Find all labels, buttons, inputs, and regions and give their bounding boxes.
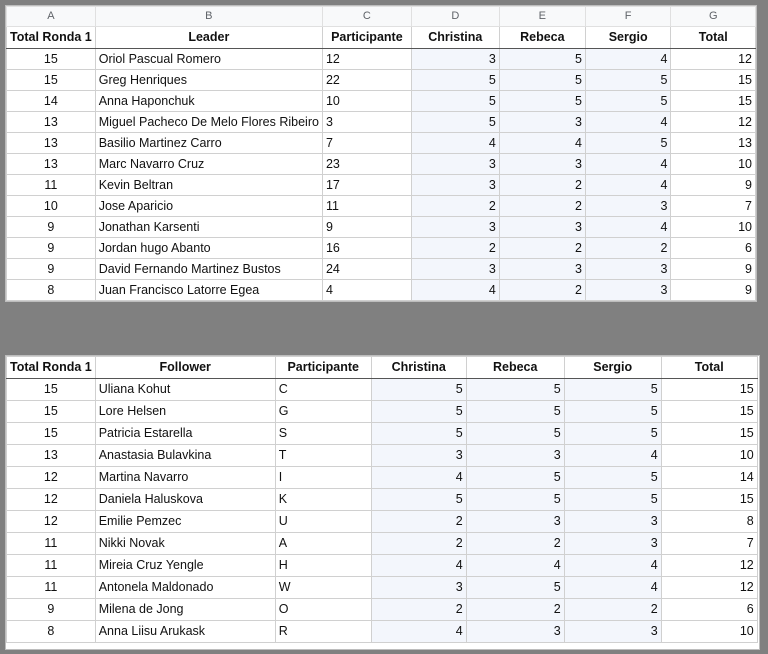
table-cell[interactable]: 10 — [322, 91, 411, 112]
table-cell[interactable]: Basilio Martinez Carro — [95, 133, 322, 154]
table-cell[interactable]: 4 — [585, 49, 671, 70]
table-cell[interactable]: 5 — [466, 379, 564, 401]
table-row — [7, 489, 758, 511]
table-cell[interactable]: G — [275, 401, 371, 423]
table-cell[interactable]: 11 — [7, 533, 96, 555]
table-row — [7, 599, 758, 621]
table-row — [7, 621, 758, 643]
table-cell[interactable]: Kevin Beltran — [95, 175, 322, 196]
table-cell[interactable]: 3 — [499, 217, 585, 238]
table-cell[interactable]: 13 — [7, 154, 96, 175]
table-cell[interactable]: I — [275, 467, 371, 489]
table-cell[interactable]: 2 — [371, 533, 466, 555]
table-cell[interactable]: 22 — [322, 70, 411, 91]
table-row — [7, 175, 756, 196]
table-cell[interactable]: 2 — [499, 196, 585, 217]
table-cell[interactable]: 15 — [7, 401, 96, 423]
table-cell[interactable]: 2 — [499, 238, 585, 259]
table-row — [7, 196, 756, 217]
table-cell[interactable]: 5 — [371, 489, 466, 511]
table-row — [7, 511, 758, 533]
column-header: Total Ronda 1 — [7, 27, 96, 49]
table-cell[interactable]: 2 — [499, 175, 585, 196]
table-cell[interactable]: 3 — [411, 175, 499, 196]
table-cell[interactable]: Lore Helsen — [95, 401, 275, 423]
table-cell[interactable]: David Fernando Martinez Bustos — [95, 259, 322, 280]
column-letter-header[interactable]: E — [499, 7, 585, 27]
table-cell[interactable]: 2 — [585, 238, 671, 259]
table-cell[interactable]: H — [275, 555, 371, 577]
table-cell[interactable]: 2 — [466, 533, 564, 555]
follower-table — [6, 356, 758, 643]
table-row — [7, 238, 756, 259]
column-letter-header[interactable]: D — [411, 7, 499, 27]
table-cell[interactable]: 5 — [371, 423, 466, 445]
column-header: Rebeca — [466, 357, 564, 379]
column-header: Follower — [95, 357, 275, 379]
table-cell[interactable]: 5 — [411, 70, 499, 91]
table-row — [7, 467, 758, 489]
table-row — [7, 423, 758, 445]
table-cell[interactable]: 2 — [371, 511, 466, 533]
table-cell[interactable]: Patricia Estarella — [95, 423, 275, 445]
table-cell[interactable]: 3 — [564, 621, 661, 643]
table-cell[interactable]: 3 — [371, 577, 466, 599]
table-cell[interactable]: 3 — [371, 445, 466, 467]
table-cell[interactable]: 3 — [466, 445, 564, 467]
table-cell[interactable]: 12 — [7, 467, 96, 489]
table-cell[interactable]: 15 — [661, 489, 757, 511]
table-row — [7, 154, 756, 175]
table-cell[interactable]: Juan Francisco Latorre Egea — [95, 280, 322, 301]
table-cell[interactable]: 3 — [499, 154, 585, 175]
table-cell[interactable]: 10 — [7, 196, 96, 217]
table-cell[interactable]: 4 — [411, 280, 499, 301]
table-cell[interactable]: 5 — [411, 91, 499, 112]
table-cell[interactable]: 12 — [661, 577, 757, 599]
table-row — [7, 91, 756, 112]
follower-sheet — [5, 355, 760, 650]
table-cell[interactable]: Oriol Pascual Romero — [95, 49, 322, 70]
table-cell[interactable]: 5 — [564, 467, 661, 489]
table-cell[interactable]: 10 — [671, 217, 756, 238]
table-cell[interactable]: 2 — [371, 599, 466, 621]
column-header: Rebeca — [499, 27, 585, 49]
column-header: Total — [661, 357, 757, 379]
table-cell[interactable]: 3 — [411, 154, 499, 175]
table-cell[interactable]: 12 — [7, 489, 96, 511]
table-cell[interactable]: Martina Navarro — [95, 467, 275, 489]
table-cell[interactable]: 4 — [585, 175, 671, 196]
table-cell[interactable]: 13 — [7, 445, 96, 467]
table-cell[interactable]: Marc Navarro Cruz — [95, 154, 322, 175]
table-cell[interactable]: 7 — [671, 196, 756, 217]
table-cell[interactable]: 7 — [322, 133, 411, 154]
table-cell[interactable]: Jose Aparicio — [95, 196, 322, 217]
leader-table — [6, 6, 756, 301]
table-cell[interactable]: 12 — [322, 49, 411, 70]
table-cell[interactable]: 5 — [499, 91, 585, 112]
table-cell[interactable]: 13 — [7, 112, 96, 133]
table-cell[interactable]: 9 — [671, 280, 756, 301]
column-letter-header[interactable]: C — [322, 7, 411, 27]
table-cell[interactable]: 4 — [585, 112, 671, 133]
table-cell[interactable]: 4 — [585, 154, 671, 175]
column-header: Christina — [371, 357, 466, 379]
table-cell[interactable]: 5 — [564, 489, 661, 511]
table-cell[interactable]: 15 — [7, 423, 96, 445]
table-cell[interactable]: O — [275, 599, 371, 621]
table-cell[interactable]: 12 — [661, 555, 757, 577]
table-cell[interactable]: Anna Haponchuk — [95, 91, 322, 112]
table-cell[interactable]: 5 — [564, 379, 661, 401]
table-cell[interactable]: 3 — [499, 259, 585, 280]
table-cell[interactable]: 5 — [585, 91, 671, 112]
table-cell[interactable]: U — [275, 511, 371, 533]
column-letter-header[interactable]: G — [671, 7, 756, 27]
table-cell[interactable]: 15 — [7, 49, 96, 70]
table-cell[interactable]: 9 — [671, 175, 756, 196]
table-cell[interactable]: 5 — [564, 423, 661, 445]
column-letter-header[interactable]: A — [7, 7, 96, 27]
table-cell[interactable]: 9 — [322, 217, 411, 238]
table-cell[interactable]: 13 — [7, 133, 96, 154]
table-cell[interactable]: 3 — [411, 49, 499, 70]
table-cell[interactable]: 5 — [499, 70, 585, 91]
table-cell[interactable]: 4 — [466, 555, 564, 577]
table-cell[interactable]: 8 — [661, 511, 757, 533]
table-cell[interactable]: 12 — [671, 49, 756, 70]
table-cell[interactable]: 8 — [7, 280, 96, 301]
table-cell[interactable]: 14 — [661, 467, 757, 489]
table-row — [7, 217, 756, 238]
table-cell[interactable]: 4 — [585, 217, 671, 238]
table-cell[interactable]: 3 — [466, 621, 564, 643]
table-cell[interactable]: 3 — [564, 511, 661, 533]
table-cell[interactable]: R — [275, 621, 371, 643]
table-row — [7, 70, 756, 91]
table-cell[interactable]: 11 — [7, 555, 96, 577]
table-cell[interactable]: 16 — [322, 238, 411, 259]
table-cell[interactable]: 4 — [371, 621, 466, 643]
table-row — [7, 280, 756, 301]
table-cell[interactable]: 3 — [322, 112, 411, 133]
table-cell[interactable]: 15 — [671, 91, 756, 112]
table-cell[interactable]: Anastasia Bulavkina — [95, 445, 275, 467]
column-header: Total Ronda 1 — [7, 357, 96, 379]
table-row — [7, 133, 756, 154]
table-cell[interactable]: 4 — [564, 577, 661, 599]
table-cell[interactable]: 12 — [7, 511, 96, 533]
table-cell[interactable]: 5 — [466, 489, 564, 511]
table-cell[interactable]: 5 — [585, 70, 671, 91]
table-cell[interactable]: 4 — [322, 280, 411, 301]
table-cell[interactable]: Jordan hugo Abanto — [95, 238, 322, 259]
table-cell[interactable]: 5 — [411, 112, 499, 133]
table-cell[interactable]: 7 — [661, 533, 757, 555]
table-cell[interactable]: 11 — [322, 196, 411, 217]
table-cell[interactable]: 2 — [411, 238, 499, 259]
table-cell[interactable]: 8 — [7, 621, 96, 643]
table-cell[interactable]: 3 — [585, 280, 671, 301]
table-cell[interactable]: K — [275, 489, 371, 511]
table-cell[interactable]: 12 — [671, 112, 756, 133]
table-cell[interactable]: Greg Henriques — [95, 70, 322, 91]
table-cell[interactable]: 15 — [661, 401, 757, 423]
table-cell[interactable]: 9 — [7, 217, 96, 238]
table-cell[interactable]: Milena de Jong — [95, 599, 275, 621]
table-cell[interactable]: 15 — [671, 70, 756, 91]
table-cell[interactable]: W — [275, 577, 371, 599]
table-cell[interactable]: 3 — [585, 259, 671, 280]
table-cell[interactable]: 2 — [466, 599, 564, 621]
table-row — [7, 112, 756, 133]
table-cell[interactable]: Daniela Haluskova — [95, 489, 275, 511]
table-cell[interactable]: 14 — [7, 91, 96, 112]
table-cell[interactable]: 9 — [671, 259, 756, 280]
table-cell[interactable]: 5 — [466, 401, 564, 423]
column-header: Sergio — [585, 27, 671, 49]
table-cell[interactable]: 15 — [661, 379, 757, 401]
column-header: Participante — [275, 357, 371, 379]
table-cell[interactable]: 3 — [411, 217, 499, 238]
table-cell[interactable]: 5 — [371, 401, 466, 423]
column-header: Participante — [322, 27, 411, 49]
table-cell[interactable]: 4 — [564, 445, 661, 467]
table-cell[interactable]: 10 — [661, 445, 757, 467]
table-cell[interactable]: Anna Liisu Arukask — [95, 621, 275, 643]
table-cell[interactable]: 10 — [671, 154, 756, 175]
table-cell[interactable]: 4 — [371, 555, 466, 577]
table-cell[interactable]: 13 — [671, 133, 756, 154]
table-cell[interactable]: 5 — [466, 467, 564, 489]
table-row — [7, 577, 758, 599]
table-cell[interactable]: 2 — [499, 280, 585, 301]
column-header: Total — [671, 27, 756, 49]
table-cell[interactable]: 11 — [7, 175, 96, 196]
table-cell[interactable]: 5 — [466, 577, 564, 599]
table-cell[interactable]: Nikki Novak — [95, 533, 275, 555]
leader-sheet — [5, 5, 757, 302]
table-cell[interactable]: 5 — [564, 401, 661, 423]
table-cell[interactable]: 5 — [371, 379, 466, 401]
table-cell[interactable]: 17 — [322, 175, 411, 196]
table-cell[interactable]: S — [275, 423, 371, 445]
table-row — [7, 49, 756, 70]
table-cell[interactable]: 2 — [564, 599, 661, 621]
table-cell[interactable]: 4 — [371, 467, 466, 489]
table-row — [7, 533, 758, 555]
table-cell[interactable]: 3 — [585, 196, 671, 217]
column-letter-header[interactable]: F — [585, 7, 671, 27]
table-cell[interactable]: Mireia Cruz Yengle — [95, 555, 275, 577]
table-row — [7, 379, 758, 401]
column-header: Leader — [95, 27, 322, 49]
table-cell[interactable]: 6 — [661, 599, 757, 621]
table-cell[interactable]: Uliana Kohut — [95, 379, 275, 401]
column-header: Sergio — [564, 357, 661, 379]
table-cell[interactable]: 11 — [7, 577, 96, 599]
table-row — [7, 555, 758, 577]
table-cell[interactable]: 5 — [499, 49, 585, 70]
column-letter-header[interactable]: B — [95, 7, 322, 27]
table-cell[interactable]: 4 — [564, 555, 661, 577]
table-cell[interactable]: 3 — [466, 511, 564, 533]
table-cell[interactable]: Jonathan Karsenti — [95, 217, 322, 238]
table-cell[interactable]: 3 — [499, 112, 585, 133]
table-cell[interactable]: 9 — [7, 599, 96, 621]
table-cell[interactable]: 24 — [322, 259, 411, 280]
table-cell[interactable]: 4 — [411, 133, 499, 154]
table-cell[interactable]: 15 — [661, 423, 757, 445]
table-cell[interactable]: 9 — [7, 259, 96, 280]
table-cell[interactable]: A — [275, 533, 371, 555]
table-cell[interactable]: 3 — [411, 259, 499, 280]
table-row — [7, 445, 758, 467]
table-cell[interactable]: 3 — [564, 533, 661, 555]
table-cell[interactable]: C — [275, 379, 371, 401]
table-cell[interactable]: Miguel Pacheco De Melo Flores Ribeiro — [95, 112, 322, 133]
table-cell[interactable]: 5 — [466, 423, 564, 445]
table-cell[interactable]: 5 — [585, 133, 671, 154]
table-cell[interactable]: Emilie Pemzec — [95, 511, 275, 533]
table-cell[interactable]: 10 — [661, 621, 757, 643]
table-row — [7, 401, 758, 423]
table-cell[interactable]: 2 — [411, 196, 499, 217]
table-cell[interactable]: 15 — [7, 379, 96, 401]
table-cell[interactable]: 23 — [322, 154, 411, 175]
table-cell[interactable]: Antonela Maldonado — [95, 577, 275, 599]
table-cell[interactable]: 6 — [671, 238, 756, 259]
table-cell[interactable]: T — [275, 445, 371, 467]
table-cell[interactable]: 9 — [7, 238, 96, 259]
table-cell[interactable]: 4 — [499, 133, 585, 154]
table-row — [7, 259, 756, 280]
column-header: Christina — [411, 27, 499, 49]
table-cell[interactable]: 15 — [7, 70, 96, 91]
